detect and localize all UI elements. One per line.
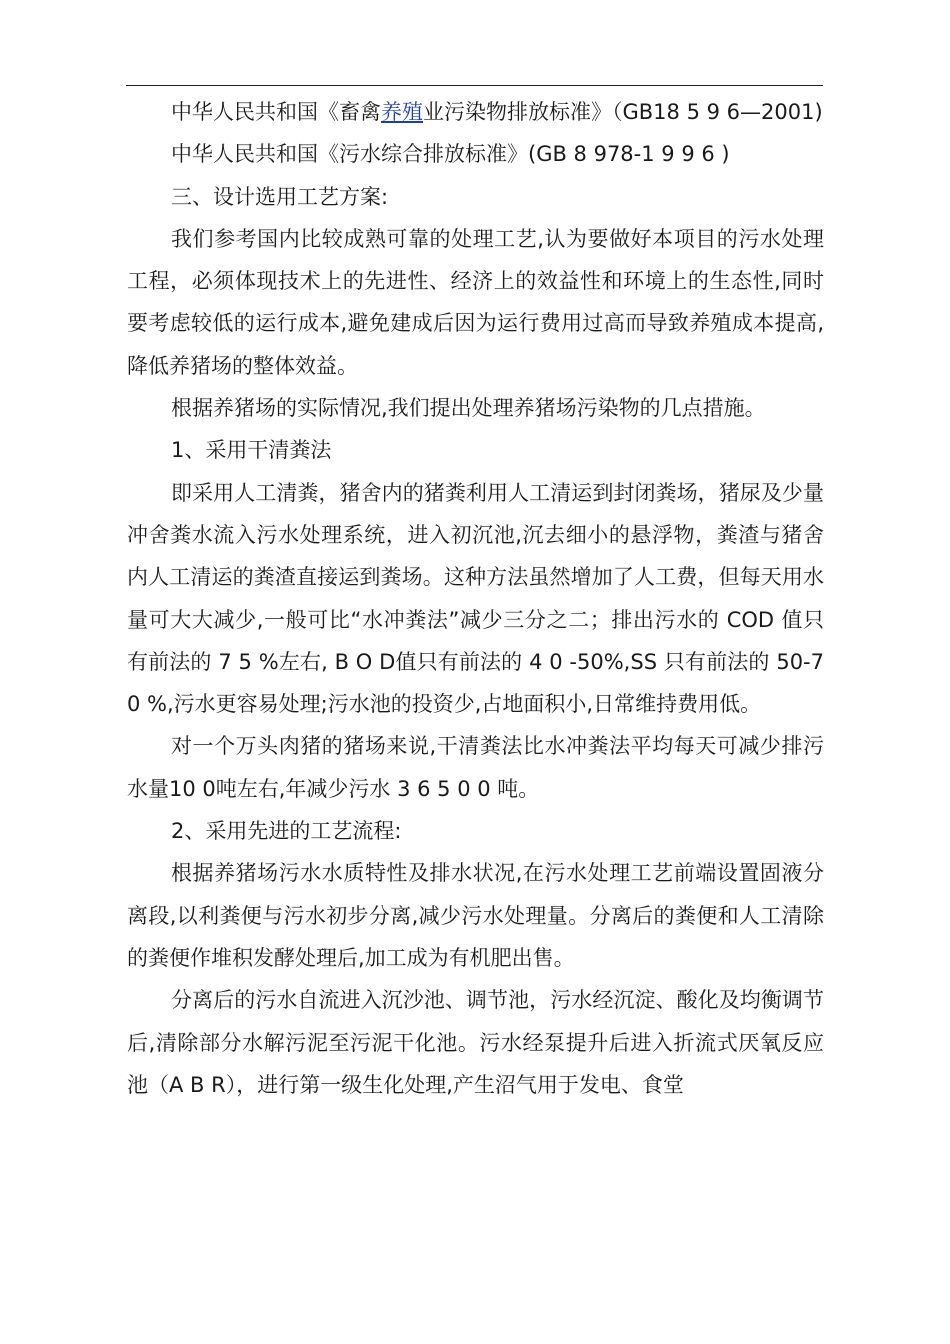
paragraph-solid-liquid: 根据养猪场污水水质特性及排水状况,在污水处理工艺前端设置固液分离段,以利粪便与污水初步分离,减少污水处理量。分离后的粪便和人工清除的粪便作堆积发酵处理后,加工成为有机肥出售。 [127,861,824,970]
paragraph-dry-cleaning-detail: 即采用人工清粪，猪舍内的猪粪利用人工清运到封闭粪场，猪尿及少量冲舍粪水流入污水处理系统，进入初沉池,沉去细小的悬浮物，粪渣与猪舍内人工清运的粪渣直接运到粪场。这种方法虽然增加了人工费，但每天用水量可大大减少,一般可比“水冲粪法”减少三分之二；排出污水的 COD 值只有前法的 7 5 %左右, B O D值只有前法的 4 0 -50%,SS 只有前法的 50-7 0 %,污水更容易处理;污水池的投资少,占地面积小,日常维持费用低。 [127,480,824,717]
header-rule [126,85,823,86]
paragraph-intro: 我们参考国内比较成熟可靠的处理工艺,认为要做好本项目的污水处理工程，必须体现技术上的先进性、经济上的效益性和环境上的生态性,同时要考虑较低的运行成本,避免建成后因为运行费用过高而导致养殖成本提高,降低养猪场的整体效益。 [127,226,824,378]
subheading-process-flow: 2、采用先进的工艺流程: [171,819,402,844]
paragraph-measures: 根据养猪场的实际情况,我们提出处理养猪场污染物的几点措施。 [171,396,766,421]
paragraph-sewage-flow: 分离后的污水自流进入沉沙池、调节池，污水经沉淀、酸化及均衡调节后,清除部分水解污泥至污泥干化池。污水经泵提升后进入折流式厌氧反应池（A B R），进行第一级生化处理,产生沼气用于发电、食堂 [127,988,824,1097]
subheading-dry-cleaning: 1、采用干清粪法 [171,438,332,463]
section-heading-process: 三、设计选用工艺方案: [171,184,389,209]
paragraph-standard-livestock [127,91,824,133]
document-body [127,91,824,1106]
paragraph-text: 中华人民共和国《畜禽 [171,100,381,124]
paragraph-standard-wastewater: 中华人民共和国《污水综合排放标准》(GB 8 978-1 9 9 6 ) [171,142,730,167]
paragraph-reduction: 对一个万头肉猪的猪场来说,干清粪法比水冲粪法平均每天可减少排污水量10 0吨左右,年减少污水 3 6 5 0 0 吨。 [127,734,824,801]
hyperlink-yangzhi[interactable]: 养殖 [381,100,423,124]
paragraph-text: 业污染物排放标准》（GB18 5 9 6—2001) [423,100,823,124]
